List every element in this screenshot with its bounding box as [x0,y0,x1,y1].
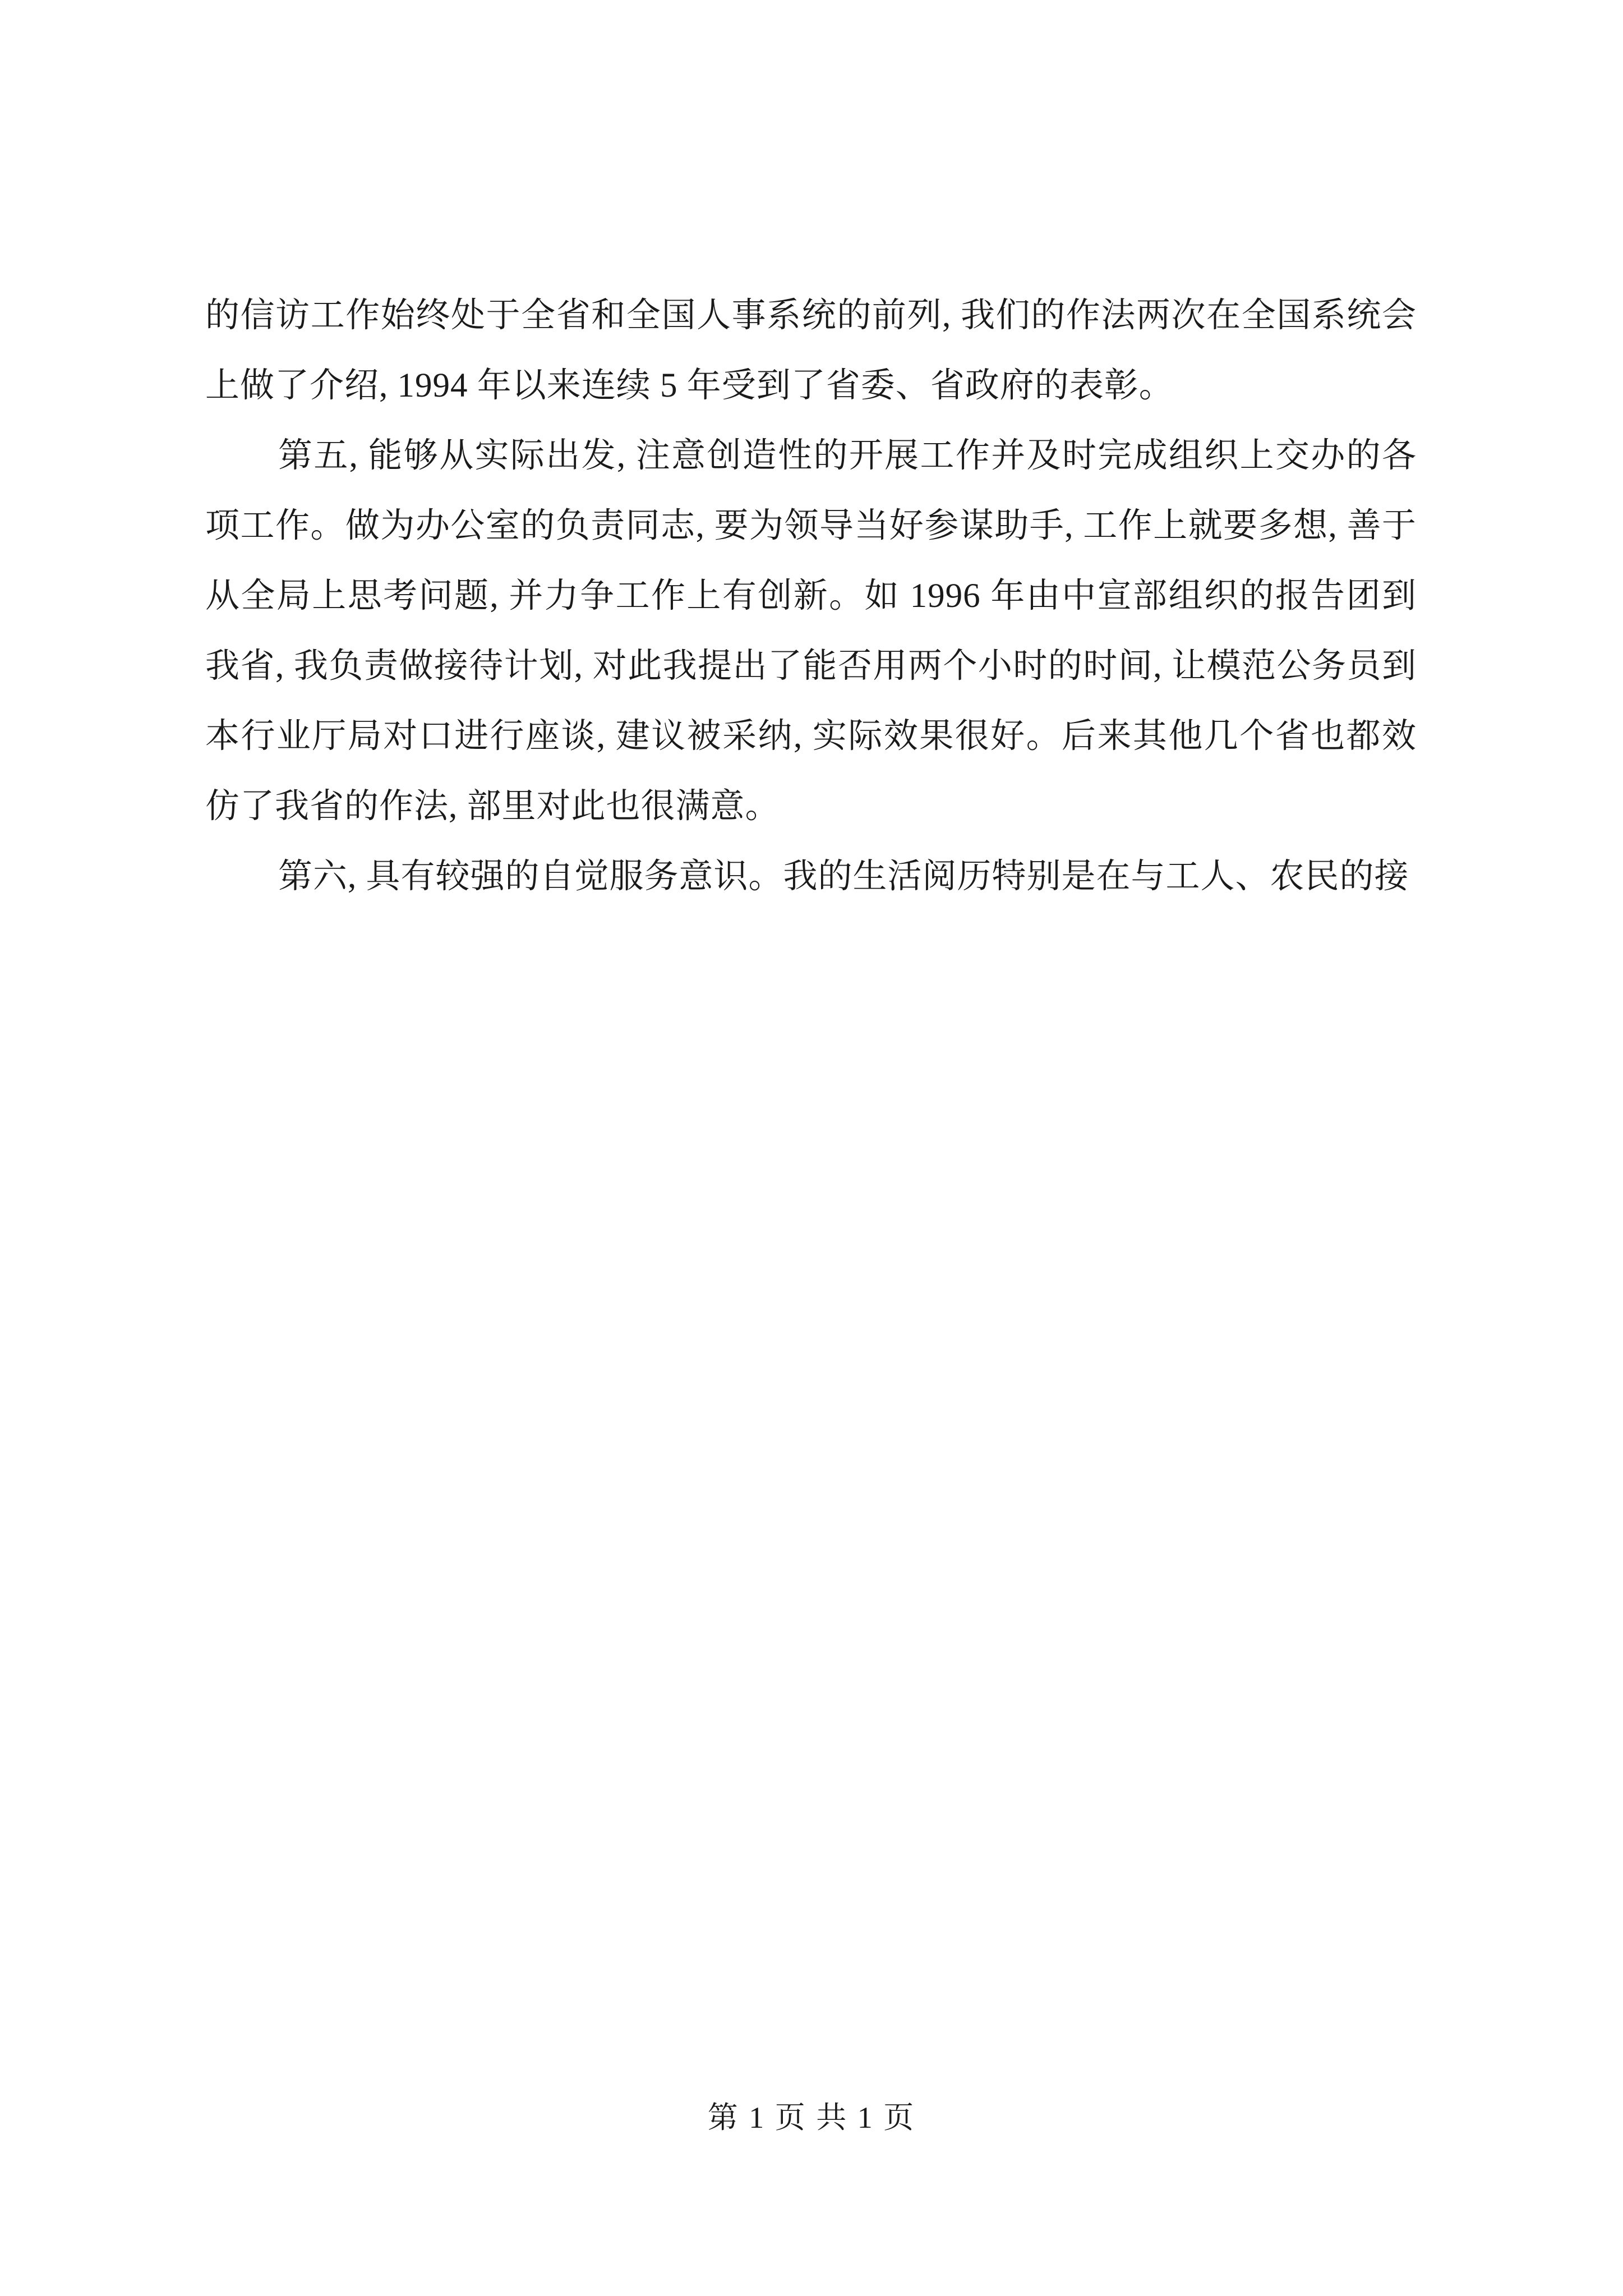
page-number-label: 第 1 页 共 1 页 [707,2101,916,2134]
paragraph-3: 第六, 具有较强的自觉服务意识。我的生活阅历特别是在与工人、农民的接 [278,858,1409,895]
paragraph-2: 第五, 能够从实际出发, 注意创造性的开展工作并及时完成组织上交办的各项工作。做为办公室的负责同志, 要为领导当好参谋助手, 工作上就要多想, 善于从全局上思考问题, 并力争工作上有创新。如 1996 年由中宣部组织的报告团到我省, 我负责做接待计划, 对此我提出了能否用两个小时的时间, 让模范公务员到本行业厅局对口进行座谈, 建议被采纳, 实际效果很好。后来其他几个省也都效仿了我省的作法, 部里对此也很满意。 [205,437,1417,825]
page-footer [0,2098,1623,2137]
paragraph-1: 的信访工作始终处于全省和全国人事系统的前列, 我们的作法两次在全国系统会上做了介绍, 1994 年以来连续 5 年受到了省委、省政府的表彰。 [205,297,1417,404]
document-body [205,280,1417,912]
